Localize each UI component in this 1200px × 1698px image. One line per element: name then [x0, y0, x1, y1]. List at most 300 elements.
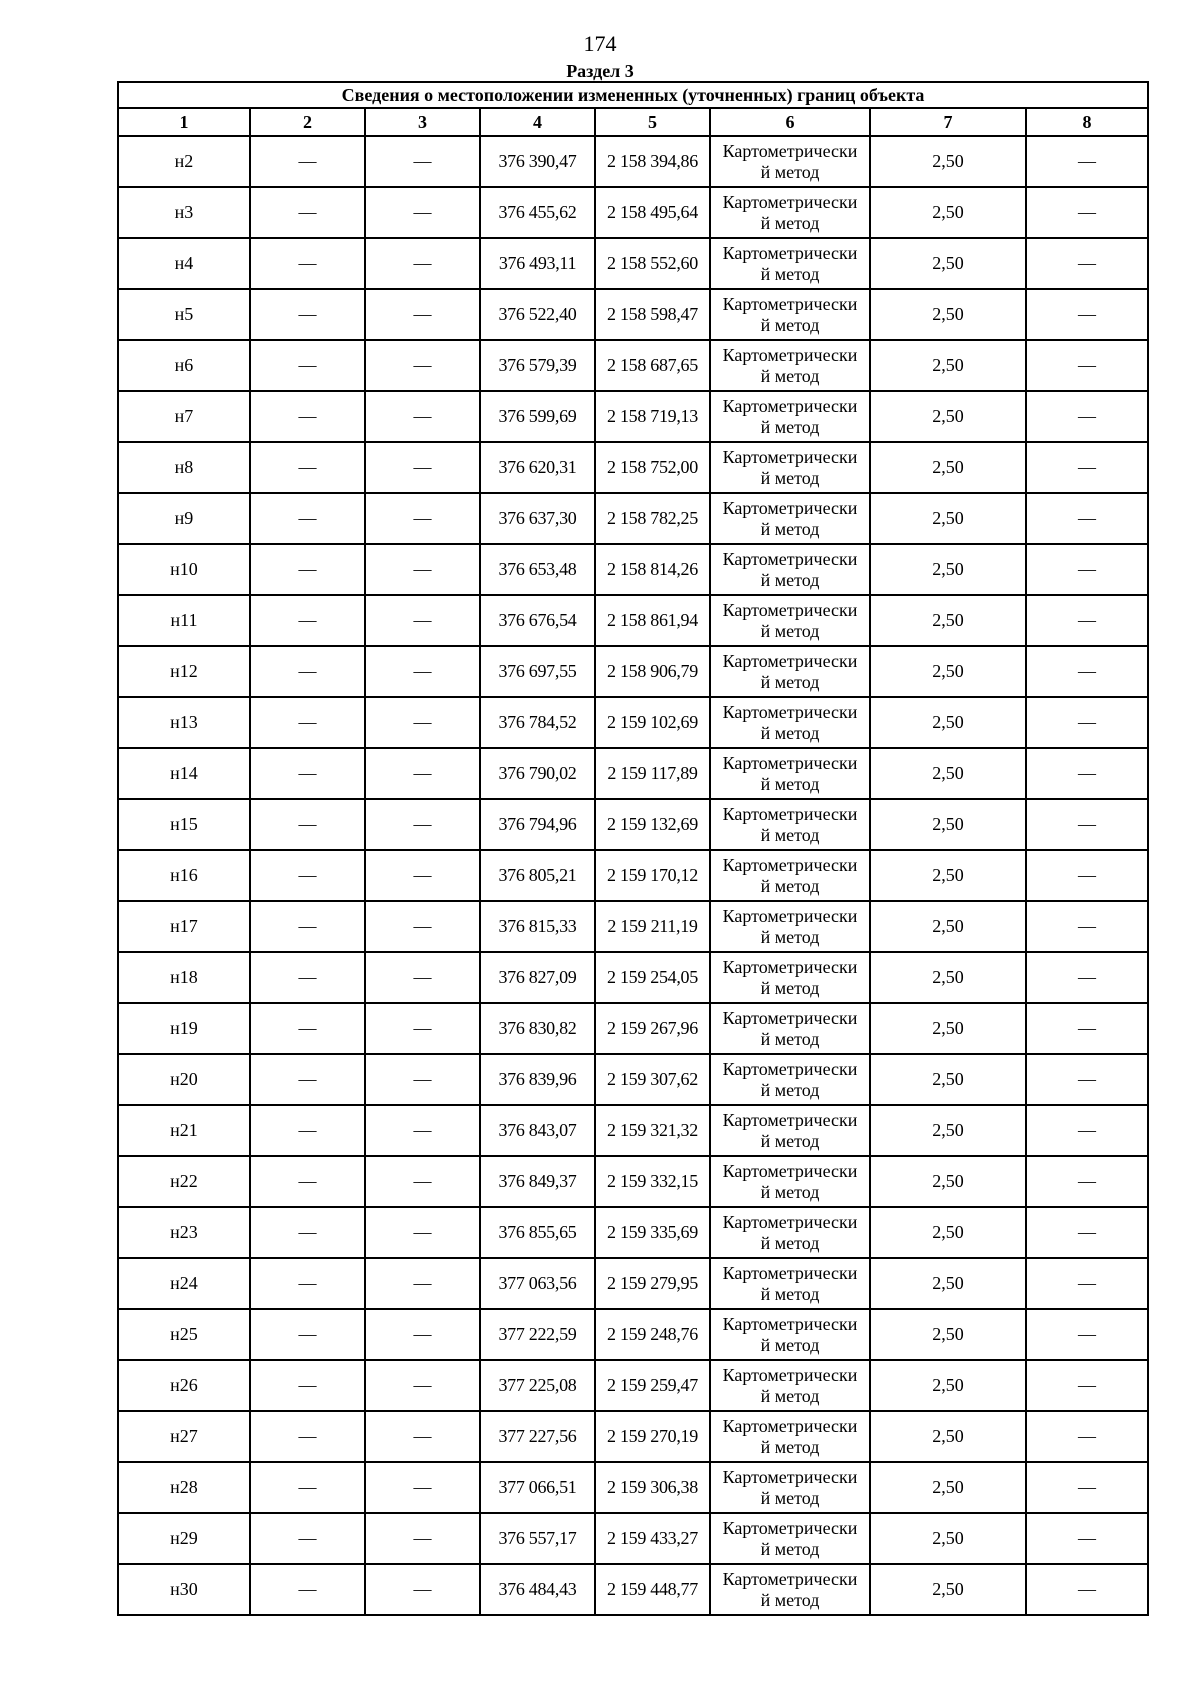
method-line-2: й метод: [760, 671, 820, 692]
x-coordinate-cell: 376 815,33: [480, 901, 595, 952]
column-2-cell: —: [250, 340, 365, 391]
column-8-cell: —: [1026, 799, 1148, 850]
column-header: 5: [595, 108, 710, 136]
x-coordinate-cell: 376 484,43: [480, 1564, 595, 1615]
column-8-cell: —: [1026, 1513, 1148, 1564]
point-cell: н29: [118, 1513, 250, 1564]
column-3-cell: —: [365, 1258, 480, 1309]
column-8-cell: —: [1026, 544, 1148, 595]
column-2-cell: —: [250, 850, 365, 901]
method-line-2: й метод: [760, 569, 820, 590]
method-line-1: Картометрически: [722, 905, 858, 926]
table-row: [118, 1411, 1148, 1462]
method-cell: [710, 1462, 870, 1513]
table-row: [118, 1207, 1148, 1258]
table-caption: Сведения о местоположении измененных (уточненных) границ объекта: [118, 82, 1148, 108]
y-coordinate-cell: 2 159 132,69: [595, 799, 710, 850]
point-cell: н9: [118, 493, 250, 544]
y-coordinate-cell: 2 159 307,62: [595, 1054, 710, 1105]
method-cell: [710, 1003, 870, 1054]
method-line-1: Картометрически: [722, 1160, 858, 1181]
column-2-cell: —: [250, 1360, 365, 1411]
y-coordinate-cell: 2 158 814,26: [595, 544, 710, 595]
y-coordinate-cell: 2 159 117,89: [595, 748, 710, 799]
method-cell: [710, 799, 870, 850]
point-cell: н30: [118, 1564, 250, 1615]
method-line-2: й метод: [760, 1334, 820, 1355]
method-line-2: й метод: [760, 416, 820, 437]
point-cell: н27: [118, 1411, 250, 1462]
x-coordinate-cell: 376 805,21: [480, 850, 595, 901]
table-row: [118, 1258, 1148, 1309]
column-8-cell: —: [1026, 136, 1148, 187]
point-cell: н19: [118, 1003, 250, 1054]
method-line-2: й метод: [760, 1079, 820, 1100]
accuracy-cell: 2,50: [870, 595, 1026, 646]
column-3-cell: —: [365, 646, 480, 697]
method-line-2: й метод: [760, 773, 820, 794]
method-line-1: Картометрически: [722, 956, 858, 977]
column-2-cell: —: [250, 901, 365, 952]
column-2-cell: —: [250, 799, 365, 850]
column-8-cell: —: [1026, 238, 1148, 289]
method-line-2: й метод: [760, 926, 820, 947]
point-cell: н22: [118, 1156, 250, 1207]
method-line-2: й метод: [760, 1487, 820, 1508]
column-8-cell: —: [1026, 1156, 1148, 1207]
method-cell: [710, 544, 870, 595]
accuracy-cell: 2,50: [870, 1462, 1026, 1513]
column-3-cell: —: [365, 595, 480, 646]
method-line-1: Картометрически: [722, 395, 858, 416]
section-title: Раздел 3: [566, 61, 634, 81]
y-coordinate-cell: 2 159 259,47: [595, 1360, 710, 1411]
accuracy-cell: 2,50: [870, 1258, 1026, 1309]
method-line-1: Картометрически: [722, 701, 858, 722]
method-cell: [710, 697, 870, 748]
page-number: 174: [583, 31, 617, 56]
column-2-cell: —: [250, 1564, 365, 1615]
x-coordinate-cell: 376 794,96: [480, 799, 595, 850]
x-coordinate-cell: 376 784,52: [480, 697, 595, 748]
column-3-cell: —: [365, 493, 480, 544]
point-cell: н3: [118, 187, 250, 238]
accuracy-cell: 2,50: [870, 340, 1026, 391]
table-row: [118, 391, 1148, 442]
column-8-cell: —: [1026, 493, 1148, 544]
column-8-cell: —: [1026, 1207, 1148, 1258]
method-line-2: й метод: [760, 875, 820, 896]
method-cell: [710, 901, 870, 952]
table-row: [118, 238, 1148, 289]
column-8-cell: —: [1026, 646, 1148, 697]
method-line-1: Картометрически: [722, 497, 858, 518]
method-line-2: й метод: [760, 467, 820, 488]
method-line-1: Картометрически: [722, 344, 858, 365]
table-row: [118, 187, 1148, 238]
method-line-1: Картометрически: [722, 1007, 858, 1028]
point-cell: н15: [118, 799, 250, 850]
table-row: [118, 544, 1148, 595]
accuracy-cell: 2,50: [870, 1309, 1026, 1360]
column-8-cell: —: [1026, 952, 1148, 1003]
x-coordinate-cell: 376 390,47: [480, 136, 595, 187]
method-cell: [710, 595, 870, 646]
method-cell: [710, 1360, 870, 1411]
table-header-row: [118, 108, 1148, 136]
column-header: 7: [870, 108, 1026, 136]
x-coordinate-cell: 376 522,40: [480, 289, 595, 340]
column-8-cell: —: [1026, 1309, 1148, 1360]
accuracy-cell: 2,50: [870, 391, 1026, 442]
accuracy-cell: 2,50: [870, 187, 1026, 238]
method-cell: [710, 1564, 870, 1615]
accuracy-cell: 2,50: [870, 442, 1026, 493]
accuracy-cell: 2,50: [870, 1054, 1026, 1105]
accuracy-cell: 2,50: [870, 799, 1026, 850]
y-coordinate-cell: 2 159 270,19: [595, 1411, 710, 1462]
x-coordinate-cell: 376 843,07: [480, 1105, 595, 1156]
x-coordinate-cell: 376 579,39: [480, 340, 595, 391]
column-2-cell: —: [250, 1462, 365, 1513]
column-3-cell: —: [365, 1054, 480, 1105]
method-line-1: Картометрически: [722, 854, 858, 875]
point-cell: н6: [118, 340, 250, 391]
table-row: [118, 1054, 1148, 1105]
table-row: [118, 442, 1148, 493]
method-cell: [710, 289, 870, 340]
method-cell: [710, 646, 870, 697]
y-coordinate-cell: 2 159 433,27: [595, 1513, 710, 1564]
y-coordinate-cell: 2 158 598,47: [595, 289, 710, 340]
method-line-2: й метод: [760, 1385, 820, 1406]
column-3-cell: —: [365, 391, 480, 442]
table-row: [118, 799, 1148, 850]
y-coordinate-cell: 2 158 782,25: [595, 493, 710, 544]
method-cell: [710, 1411, 870, 1462]
point-cell: н13: [118, 697, 250, 748]
column-3-cell: —: [365, 952, 480, 1003]
point-cell: н20: [118, 1054, 250, 1105]
accuracy-cell: 2,50: [870, 136, 1026, 187]
method-line-2: й метод: [760, 722, 820, 743]
accuracy-cell: 2,50: [870, 850, 1026, 901]
table-row: [118, 901, 1148, 952]
table-row: [118, 850, 1148, 901]
table-row: [118, 1462, 1148, 1513]
column-3-cell: —: [365, 136, 480, 187]
method-line-1: Картометрически: [722, 1313, 858, 1334]
column-8-cell: —: [1026, 1003, 1148, 1054]
method-cell: [710, 391, 870, 442]
method-line-2: й метод: [760, 314, 820, 335]
method-cell: [710, 1054, 870, 1105]
column-2-cell: —: [250, 1207, 365, 1258]
column-2-cell: —: [250, 952, 365, 1003]
accuracy-cell: 2,50: [870, 1564, 1026, 1615]
y-coordinate-cell: 2 158 752,00: [595, 442, 710, 493]
table-caption-row: [118, 82, 1148, 108]
accuracy-cell: 2,50: [870, 901, 1026, 952]
column-8-cell: —: [1026, 1360, 1148, 1411]
column-3-cell: —: [365, 187, 480, 238]
point-cell: н18: [118, 952, 250, 1003]
method-line-2: й метод: [760, 1232, 820, 1253]
column-3-cell: —: [365, 1105, 480, 1156]
y-coordinate-cell: 2 159 306,38: [595, 1462, 710, 1513]
table-row: [118, 1309, 1148, 1360]
accuracy-cell: 2,50: [870, 289, 1026, 340]
point-cell: н24: [118, 1258, 250, 1309]
accuracy-cell: 2,50: [870, 1003, 1026, 1054]
column-3-cell: —: [365, 1564, 480, 1615]
column-8-cell: —: [1026, 1564, 1148, 1615]
method-cell: [710, 1105, 870, 1156]
method-line-1: Картометрически: [722, 1262, 858, 1283]
table-row: [118, 595, 1148, 646]
method-cell: [710, 850, 870, 901]
method-line-1: Картометрически: [722, 599, 858, 620]
y-coordinate-cell: 2 158 906,79: [595, 646, 710, 697]
method-line-1: Картометрически: [722, 242, 858, 263]
method-cell: [710, 1513, 870, 1564]
method-cell: [710, 1207, 870, 1258]
column-2-cell: —: [250, 1411, 365, 1462]
point-cell: н21: [118, 1105, 250, 1156]
column-8-cell: —: [1026, 289, 1148, 340]
column-3-cell: —: [365, 340, 480, 391]
point-cell: н11: [118, 595, 250, 646]
x-coordinate-cell: 377 066,51: [480, 1462, 595, 1513]
point-cell: н26: [118, 1360, 250, 1411]
column-2-cell: —: [250, 136, 365, 187]
table-row: [118, 697, 1148, 748]
column-3-cell: —: [365, 1513, 480, 1564]
column-2-cell: —: [250, 646, 365, 697]
method-line-2: й метод: [760, 620, 820, 641]
method-line-1: Картометрически: [722, 1466, 858, 1487]
column-header: 1: [118, 108, 250, 136]
method-line-1: Картометрически: [722, 548, 858, 569]
column-3-cell: —: [365, 1360, 480, 1411]
column-8-cell: —: [1026, 850, 1148, 901]
column-3-cell: —: [365, 1003, 480, 1054]
method-line-2: й метод: [760, 1589, 820, 1610]
column-2-cell: —: [250, 187, 365, 238]
x-coordinate-cell: 376 455,62: [480, 187, 595, 238]
method-cell: [710, 952, 870, 1003]
table-row: [118, 1156, 1148, 1207]
method-line-1: Картометрически: [722, 293, 858, 314]
column-2-cell: —: [250, 1054, 365, 1105]
y-coordinate-cell: 2 159 335,69: [595, 1207, 710, 1258]
point-cell: н25: [118, 1309, 250, 1360]
x-coordinate-cell: 376 849,37: [480, 1156, 595, 1207]
column-8-cell: —: [1026, 442, 1148, 493]
x-coordinate-cell: 377 222,59: [480, 1309, 595, 1360]
point-cell: н2: [118, 136, 250, 187]
point-cell: н16: [118, 850, 250, 901]
column-2-cell: —: [250, 1003, 365, 1054]
point-cell: н12: [118, 646, 250, 697]
column-3-cell: —: [365, 799, 480, 850]
point-cell: н23: [118, 1207, 250, 1258]
point-cell: н8: [118, 442, 250, 493]
method-line-2: й метод: [760, 212, 820, 233]
y-coordinate-cell: 2 158 394,86: [595, 136, 710, 187]
method-line-2: й метод: [760, 1283, 820, 1304]
y-coordinate-cell: 2 159 279,95: [595, 1258, 710, 1309]
column-2-cell: —: [250, 238, 365, 289]
x-coordinate-cell: 376 827,09: [480, 952, 595, 1003]
method-line-1: Картометрически: [722, 191, 858, 212]
x-coordinate-cell: 377 063,56: [480, 1258, 595, 1309]
method-line-2: й метод: [760, 977, 820, 998]
column-8-cell: —: [1026, 748, 1148, 799]
method-cell: [710, 238, 870, 289]
column-8-cell: —: [1026, 697, 1148, 748]
column-2-cell: —: [250, 1513, 365, 1564]
accuracy-cell: 2,50: [870, 697, 1026, 748]
method-line-1: Картометрически: [722, 803, 858, 824]
y-coordinate-cell: 2 158 687,65: [595, 340, 710, 391]
column-2-cell: —: [250, 1309, 365, 1360]
y-coordinate-cell: 2 158 552,60: [595, 238, 710, 289]
column-2-cell: —: [250, 1258, 365, 1309]
y-coordinate-cell: 2 159 248,76: [595, 1309, 710, 1360]
table-row: [118, 340, 1148, 391]
y-coordinate-cell: 2 158 719,13: [595, 391, 710, 442]
x-coordinate-cell: 376 599,69: [480, 391, 595, 442]
table-row: [118, 136, 1148, 187]
method-line-1: Картометрически: [722, 1058, 858, 1079]
method-line-2: й метод: [760, 1538, 820, 1559]
x-coordinate-cell: 376 697,55: [480, 646, 595, 697]
method-cell: [710, 1156, 870, 1207]
column-2-cell: —: [250, 1156, 365, 1207]
column-header: 6: [710, 108, 870, 136]
method-line-1: Картометрически: [722, 446, 858, 467]
x-coordinate-cell: 376 620,31: [480, 442, 595, 493]
column-3-cell: —: [365, 697, 480, 748]
y-coordinate-cell: 2 159 170,12: [595, 850, 710, 901]
point-cell: н28: [118, 1462, 250, 1513]
y-coordinate-cell: 2 159 254,05: [595, 952, 710, 1003]
coordinates-table: [117, 81, 1149, 1616]
method-line-2: й метод: [760, 1181, 820, 1202]
table-row: [118, 493, 1148, 544]
point-cell: н7: [118, 391, 250, 442]
table-row: [118, 1105, 1148, 1156]
column-8-cell: —: [1026, 187, 1148, 238]
accuracy-cell: 2,50: [870, 1207, 1026, 1258]
method-line-2: й метод: [760, 1130, 820, 1151]
table-row: [118, 748, 1148, 799]
column-2-cell: —: [250, 595, 365, 646]
column-3-cell: —: [365, 901, 480, 952]
column-2-cell: —: [250, 391, 365, 442]
method-line-1: Картометрически: [722, 1415, 858, 1436]
table-row: [118, 1564, 1148, 1615]
point-cell: н17: [118, 901, 250, 952]
x-coordinate-cell: 376 676,54: [480, 595, 595, 646]
accuracy-cell: 2,50: [870, 493, 1026, 544]
column-2-cell: —: [250, 493, 365, 544]
column-header: 8: [1026, 108, 1148, 136]
method-line-1: Картометрически: [722, 752, 858, 773]
accuracy-cell: 2,50: [870, 952, 1026, 1003]
table-row: [118, 1003, 1148, 1054]
accuracy-cell: 2,50: [870, 1360, 1026, 1411]
column-3-cell: —: [365, 544, 480, 595]
point-cell: н10: [118, 544, 250, 595]
accuracy-cell: 2,50: [870, 748, 1026, 799]
x-coordinate-cell: 377 227,56: [480, 1411, 595, 1462]
column-2-cell: —: [250, 697, 365, 748]
column-8-cell: —: [1026, 1462, 1148, 1513]
method-line-1: Картометрически: [722, 1364, 858, 1385]
method-cell: [710, 1309, 870, 1360]
column-3-cell: —: [365, 238, 480, 289]
column-3-cell: —: [365, 1411, 480, 1462]
method-line-1: Картометрически: [722, 140, 858, 161]
point-cell: н14: [118, 748, 250, 799]
method-cell: [710, 340, 870, 391]
table-row: [118, 1513, 1148, 1564]
method-cell: [710, 136, 870, 187]
method-line-2: й метод: [760, 263, 820, 284]
method-cell: [710, 1258, 870, 1309]
y-coordinate-cell: 2 159 321,32: [595, 1105, 710, 1156]
accuracy-cell: 2,50: [870, 544, 1026, 595]
x-coordinate-cell: 376 637,30: [480, 493, 595, 544]
column-3-cell: —: [365, 748, 480, 799]
accuracy-cell: 2,50: [870, 1105, 1026, 1156]
accuracy-cell: 2,50: [870, 1513, 1026, 1564]
column-2-cell: —: [250, 544, 365, 595]
column-header: 3: [365, 108, 480, 136]
y-coordinate-cell: 2 159 267,96: [595, 1003, 710, 1054]
column-2-cell: —: [250, 1105, 365, 1156]
column-2-cell: —: [250, 442, 365, 493]
column-8-cell: —: [1026, 1411, 1148, 1462]
method-line-2: й метод: [760, 518, 820, 539]
column-8-cell: —: [1026, 1258, 1148, 1309]
method-cell: [710, 442, 870, 493]
column-8-cell: —: [1026, 901, 1148, 952]
column-3-cell: —: [365, 442, 480, 493]
column-3-cell: —: [365, 1309, 480, 1360]
x-coordinate-cell: 376 839,96: [480, 1054, 595, 1105]
accuracy-cell: 2,50: [870, 238, 1026, 289]
method-line-1: Картометрически: [722, 1517, 858, 1538]
method-line-2: й метод: [760, 824, 820, 845]
method-line-1: Картометрически: [722, 1211, 858, 1232]
x-coordinate-cell: 377 225,08: [480, 1360, 595, 1411]
method-line-1: Картометрически: [722, 1109, 858, 1130]
y-coordinate-cell: 2 159 332,15: [595, 1156, 710, 1207]
column-8-cell: —: [1026, 1054, 1148, 1105]
method-cell: [710, 748, 870, 799]
column-header: 4: [480, 108, 595, 136]
method-cell: [710, 493, 870, 544]
table-row: [118, 646, 1148, 697]
column-3-cell: —: [365, 1207, 480, 1258]
method-line-2: й метод: [760, 365, 820, 386]
x-coordinate-cell: 376 790,02: [480, 748, 595, 799]
method-line-1: Картометрически: [722, 1568, 858, 1589]
method-line-2: й метод: [760, 161, 820, 182]
